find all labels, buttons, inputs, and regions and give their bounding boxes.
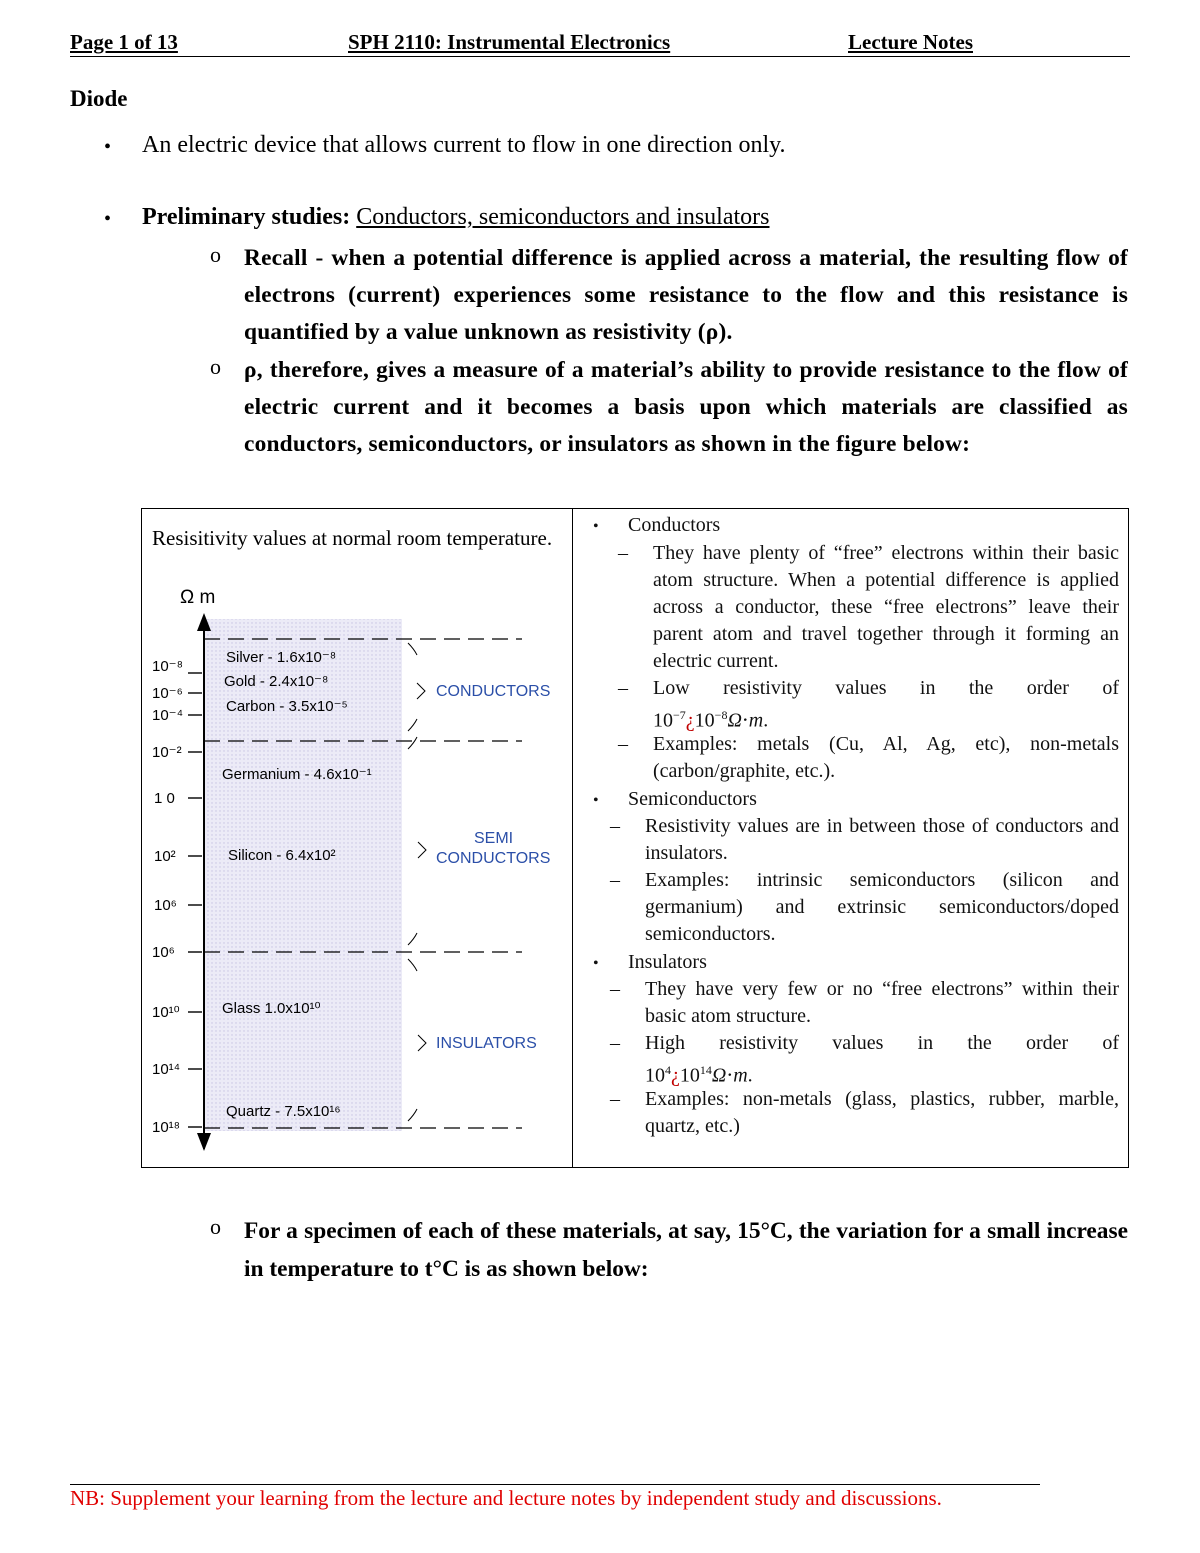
dash-icon: – [610, 1032, 620, 1054]
range-base: 10 [694, 709, 715, 732]
tick-label: 10¹⁰ [152, 1004, 180, 1021]
tick-label: 10¹⁸ [152, 1119, 181, 1136]
tick-label: 10¹⁴ [152, 1061, 181, 1078]
range-unit: Ω⋅m [727, 709, 764, 732]
preliminary-label: Preliminary studies: [142, 204, 351, 230]
conductors-heading: Conductors [628, 514, 721, 536]
resistivity-scale-diagram [142, 509, 572, 1167]
insulators-heading: Insulators [628, 951, 707, 973]
unit-label: Ω m [180, 587, 216, 608]
material-gold: Gold - 2.4x10⁻⁸ [224, 673, 329, 690]
footer-divider [70, 1484, 1040, 1485]
material-silicon: Silicon - 6.4x10² [228, 847, 336, 864]
preliminary-topic: Conductors, semiconductors and insulators [356, 204, 770, 230]
tick-label: 10⁻² [152, 744, 182, 761]
brace-marks [408, 643, 417, 1121]
sub-bullet-icon: o [210, 354, 221, 379]
insulators-range: $10^4¿10^{14}\Omega\cdot m$. [645, 1063, 753, 1087]
figure-caption: Resisitivity values at normal room temperature. [152, 526, 553, 550]
insulators-point-3: Examples: non-metals (glass, plastics, rubber, marble, quartz, etc.) [645, 1088, 1119, 1137]
bullet-icon: • [593, 955, 599, 972]
group-semiconductors-label: CONDUCTORS [436, 850, 551, 867]
recall-paragraph: Recall - when a potential difference is applied across a material, the resulting flow of electrons (current) experiences some resistance to the flow and this resistance is quantified by a value unknown as resistivity (ρ). [244, 245, 1128, 345]
group-semi-label: SEMI [474, 830, 514, 847]
page-header [70, 30, 1130, 57]
shaded-region [204, 619, 402, 1131]
sub-bullet-icon: o [210, 1214, 221, 1239]
dash-icon: – [618, 542, 628, 564]
dash-icon: – [610, 815, 620, 837]
tick-label: 10² [154, 848, 176, 865]
range-base: 10 [645, 1064, 665, 1087]
arrow-down-icon [197, 1133, 211, 1151]
range-base: 10 [653, 709, 673, 732]
range-separator: ¿ [671, 1064, 680, 1087]
tick-marks [188, 673, 202, 1127]
tick-label: 10⁻⁶ [152, 685, 183, 702]
section-title: Diode [70, 86, 128, 111]
range-exponent: 4 [665, 1063, 671, 1077]
course-title: SPH 2110: Instrumental Electronics [348, 30, 671, 54]
semiconductors-heading: Semiconductors [628, 788, 757, 810]
rho-paragraph: ρ, therefore, gives a measure of a material’s ability to provide resistance to the flow of electric current and it becomes a basis upon which materials are classified as conductors, semiconductors, or insulators as shown in the figure below: [244, 357, 1128, 457]
bullet-icon: • [104, 208, 112, 230]
resistivity-figure-table [141, 508, 1129, 1168]
dash-icon: – [618, 677, 628, 699]
table-divider [572, 509, 573, 1167]
dash-icon: – [618, 733, 628, 755]
range-separator: ¿ [685, 709, 695, 732]
sub-bullet-icon: o [210, 242, 221, 267]
page-number: Page 1 of 13 [70, 30, 178, 54]
group-insulators-label: INSULATORS [436, 1035, 537, 1052]
group-conductors-label: CONDUCTORS [436, 683, 551, 700]
group-braces [408, 643, 426, 1121]
conductors-point-2: Low resistivity values in the order of [653, 677, 1119, 699]
range-exponent: 14 [699, 1063, 712, 1077]
range-unit: Ω⋅m [711, 1064, 748, 1087]
material-germanium: Germanium - 4.6x10⁻¹ [222, 766, 372, 783]
range-base: 10 [679, 1064, 700, 1087]
material-carbon: Carbon - 3.5x10⁻⁵ [226, 698, 348, 715]
footer-note: NB: Supplement your learning from the lecture and lecture notes by independent study and discussions. [70, 1486, 942, 1510]
dash-icon: – [610, 1088, 620, 1110]
tick-label: 10⁻⁴ [152, 707, 184, 724]
insulators-point-2: High resistivity values in the order of [645, 1032, 1119, 1054]
tick-label: 1 0 [154, 790, 175, 807]
bullet-preliminary [142, 204, 770, 231]
material-silver: Silver - 1.6x10⁻⁸ [226, 649, 337, 666]
tick-label: 10⁶ [154, 897, 177, 914]
bullet-icon: • [593, 518, 599, 535]
material-glass: Glass 1.0x10¹⁰ [222, 1000, 321, 1017]
bullet-definition: An electric device that allows current to flow in one direction only. [142, 132, 786, 158]
conductors-point-3: Examples: metals (Cu, Al, Ag, etc), non-metals (carbon/graphite, etc.). [653, 733, 1119, 782]
brace-tip [418, 842, 426, 858]
specimen-paragraph: For a specimen of each of these materials, at say, 15°C, the variation for a small increase in temperature to t°C is as shown below: [244, 1218, 1128, 1282]
range-exponent: −8 [714, 708, 728, 722]
tick-label: 10⁻⁸ [152, 658, 183, 675]
dash-icon: – [610, 978, 620, 1000]
semiconductors-point-2: Examples: intrinsic semiconductors (silicon and germanium) and extrinsic semiconductors/doped semiconductors. [645, 869, 1119, 945]
semiconductors-point-1: Resistivity values are in between those of conductors and insulators. [645, 815, 1119, 864]
material-quartz: Quartz - 7.5x10¹⁶ [226, 1103, 341, 1120]
brace-tip [418, 1035, 426, 1051]
conductors-point-1: They have plenty of “free” electrons within their basic atom structure. When a potential difference is applied across a conductor, these “free electrons” leave their parent atom and travel together through it forming an electric current. [653, 542, 1119, 672]
dash-icon: – [610, 869, 620, 891]
brace-tip [417, 683, 425, 699]
range-exponent: −7 [673, 708, 686, 722]
document-type: Lecture Notes [848, 30, 973, 54]
bullet-icon: • [593, 792, 599, 809]
insulators-point-1: They have very few or no “free electrons” within their basic atom structure. [645, 978, 1119, 1027]
tick-label: 10⁶ [152, 944, 175, 961]
bullet-icon: • [104, 136, 112, 158]
conductors-range: $10^{-7}¿10^{-8}\Omega\cdot m$. [653, 708, 769, 732]
